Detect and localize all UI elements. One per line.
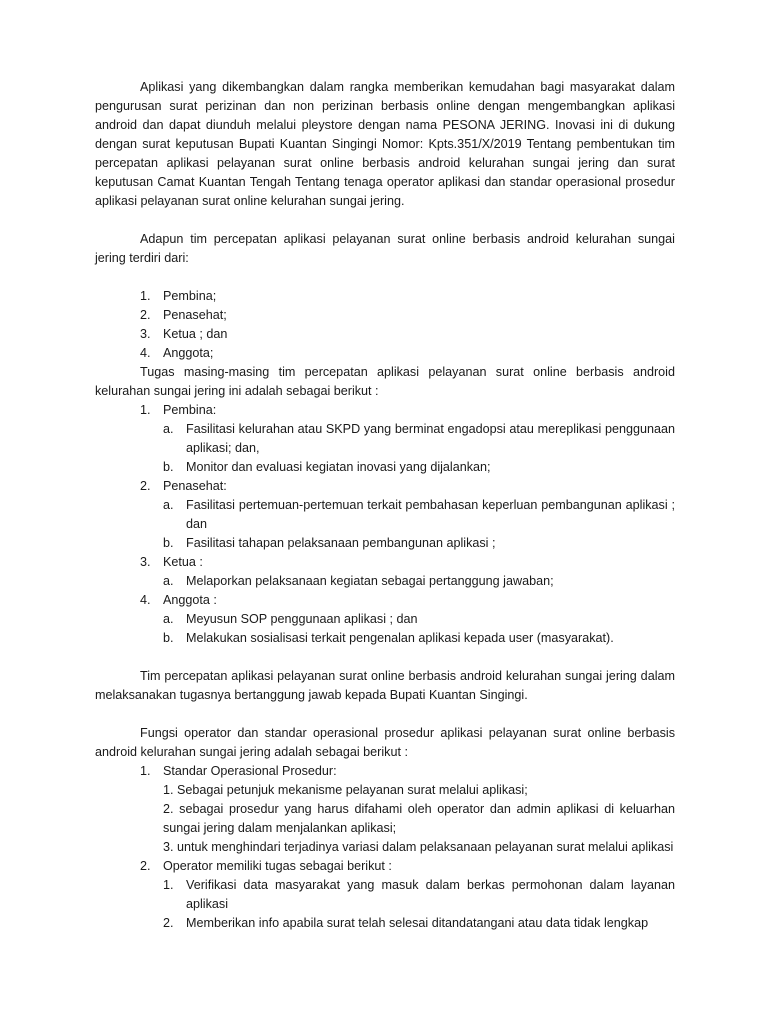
operator-heading [95, 857, 675, 876]
list-number: 1. [140, 289, 151, 303]
team-intro-paragraph: Adapun tim percepatan aplikasi pelayanan surat online berbasis android kelurahan sungai jering terdiri dari: [95, 232, 675, 265]
operator-text: Verifikasi data masyarakat yang masuk dalam berkas permohonan dalam layanan aplikasi [186, 878, 675, 911]
duty-item [95, 610, 675, 629]
duty-text: Fasilitasi kelurahan atau SKPD yang berminat engadopsi atau mereplikasi penggunaan aplikasi; dan, [186, 422, 675, 455]
list-text: Pembina; [163, 289, 217, 303]
list-number: 1. [140, 403, 151, 417]
duty-text: Melaporkan pelaksanaan kegiatan sebagai pertanggung jawaban; [186, 574, 554, 588]
list-text: Penasehat; [163, 308, 227, 322]
operator-item [95, 914, 675, 933]
list-letter: a. [163, 498, 174, 512]
operator-item [95, 876, 675, 914]
duties-intro-paragraph: Tugas masing-masing tim percepatan aplikasi pelayanan surat online berbasis android kelurahan sungai jering ini adalah sebagai berikut : [95, 365, 675, 398]
role-label: Pembina: [163, 403, 217, 417]
sop-item: 1. Sebagai petunjuk mekanisme pelayanan surat melalui aplikasi; [163, 783, 528, 797]
duty-item [95, 572, 675, 591]
operator-intro-paragraph: Fungsi operator dan standar operasional prosedur aplikasi pelayanan surat online berbasis android kelurahan sungai jering adalah sebagai berikut : [95, 726, 675, 759]
duty-text: Fasilitasi tahapan pelaksanaan pembangunan aplikasi ; [186, 536, 496, 550]
list-number: 1. [163, 878, 174, 892]
duty-item [95, 420, 675, 458]
list-number: 4. [140, 346, 151, 360]
document-body [95, 78, 675, 933]
list-number: 2. [163, 916, 174, 930]
list-number: 4. [140, 593, 151, 607]
duty-text: Meyusun SOP penggunaan aplikasi ; dan [186, 612, 418, 626]
list-number: 3. [140, 555, 151, 569]
operator-title: Operator memiliki tugas sebagai berikut : [163, 859, 392, 873]
sop-item: 2. sebagai prosedur yang harus difahami oleh operator dan admin aplikasi di keluarhan sungai jering dalam menjalankan aplikasi; [163, 802, 675, 835]
list-letter: a. [163, 422, 174, 436]
operator-text: Memberikan info apabila surat telah selesai ditandatangani atau data tidak lengkap [186, 916, 649, 930]
team-list [95, 287, 675, 363]
role-label: Penasehat: [163, 479, 227, 493]
sop-heading [95, 762, 675, 781]
duty-item [95, 496, 675, 534]
list-letter: a. [163, 612, 174, 626]
duty-text: Fasilitasi pertemuan-pertemuan terkait pembahasan keperluan pembangunan aplikasi ; dan [186, 498, 675, 531]
list-text: Anggota; [163, 346, 214, 360]
team-list-item [95, 325, 675, 344]
list-number: 2. [140, 479, 151, 493]
list-letter: b. [163, 460, 174, 474]
list-number: 2. [140, 308, 151, 322]
sop-title: Standar Operasional Prosedur: [163, 764, 337, 778]
duty-role [95, 401, 675, 420]
duties-list [95, 401, 675, 648]
list-letter: a. [163, 574, 174, 588]
duty-item [95, 629, 675, 648]
intro-paragraph: Aplikasi yang dikembangkan dalam rangka memberikan kemudahan bagi masyarakat dalam pengurusan surat perizinan dan non perizinan berbasis online dengan mengembangkan aplikasi android dan dapat diunduh melalui pleystore dengan nama PESONA JERING. Inovasi ini di dukung dengan surat keputusan Bupati Kuantan Singingi Nomor: Kpts.351/X/2019 Tentang pembentukan tim percepatan aplikasi pelayanan surat online berbasis android kelurahan sungai jering dan surat keputusan Camat Kuantan Tengah Tentang tenaga operator aplikasi dan standar operasional prosedur aplikasi pelayanan surat online kelurahan sungai jering. [95, 80, 675, 208]
list-number: 1. [140, 764, 151, 778]
duty-text: Monitor dan evaluasi kegiatan inovasi yang dijalankan; [186, 460, 491, 474]
team-list-item [95, 306, 675, 325]
role-label: Ketua : [163, 555, 203, 569]
sop-item: 3. untuk menghindari terjadinya variasi dalam pelaksanaan pelayanan surat melalui aplikasi [163, 840, 674, 854]
duty-role [95, 477, 675, 496]
role-label: Anggota : [163, 593, 217, 607]
list-letter: b. [163, 631, 174, 645]
duty-text: Melakukan sosialisasi terkait pengenalan aplikasi kepada user (masyarakat). [186, 631, 614, 645]
operator-sop-list [95, 762, 675, 933]
list-number: 3. [140, 327, 151, 341]
list-number: 2. [140, 859, 151, 873]
list-text: Ketua ; dan [163, 327, 228, 341]
list-letter: b. [163, 536, 174, 550]
duty-item [95, 458, 675, 477]
responsibility-paragraph: Tim percepatan aplikasi pelayanan surat online berbasis android kelurahan sungai jering dalam melaksanakan tugasnya bertanggung jawab kepada Bupati Kuantan Singingi. [95, 669, 675, 702]
duty-role [95, 553, 675, 572]
duty-item [95, 534, 675, 553]
duty-role [95, 591, 675, 610]
team-list-item [95, 344, 675, 363]
team-list-item [95, 287, 675, 306]
